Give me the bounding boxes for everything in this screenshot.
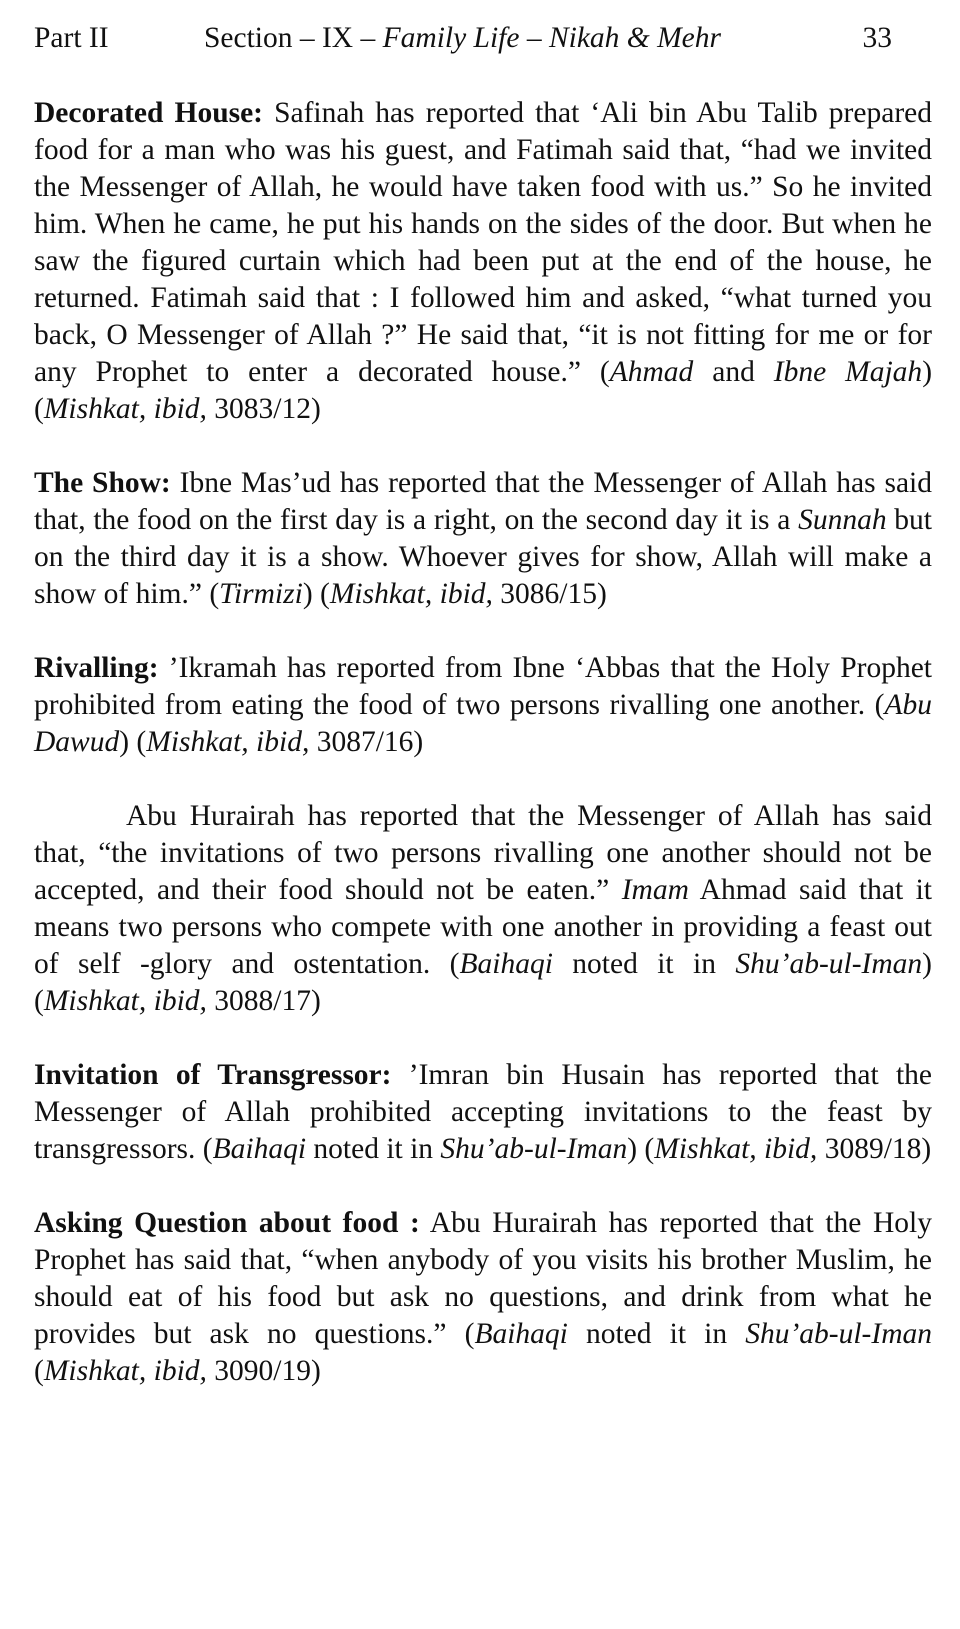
paragraph-heading: The Show: (34, 467, 171, 499)
paragraph-decorated-house: Decorated House: Safinah has reported that ‘Ali bin Abu Talib prepared food for a man who was his guest, and Fatimah said that, “had we invited the Messenger of Allah, he would have taken food with us.” So he invited him. When he came, he put his hands on the sides of the door. But when he saw the figured curtain which had been put at the end of the house, he returned. Fatimah said that : I followed him and asked, “what turned you back, O Messenger of Allah ?” He said that, “it is not fitting for me or for any Prophet to enter a decorated house.” (Ahmad and Ibne Majah) (Mishkat, ibid, 3083/12) (34, 97, 933, 425)
body-text (34, 95, 932, 1427)
paragraph-abu-hurairah: Abu Hurairah has reported that the Messenger of Allah has said that, “the invitations of two persons rivalling one another should not be accepted, and their food should not be eaten.” Imam Ahmad said that it means two persons who compete with one another in providing a feast out of self -glory and ostentation. (Baihaqi noted it in Shu’ab-ul-Iman) (Mishkat, ibid, 3088/17) (34, 800, 932, 1017)
page-number: 33 (862, 22, 892, 54)
paragraph-asking-question: Asking Question about food : Abu Hurairah has reported that the Holy Prophet has said that, “when anybody of you visits his brother Muslim, he should eat of his food but ask no questions, and drink from what he provides but ask no questions.” (Baihaqi noted it in Shu’ab-ul-Iman (Mishkat, ibid, 3090/19) (34, 1207, 932, 1387)
paragraph-heading: Invitation of Transgressor: (34, 1059, 392, 1091)
part-label: Part II (34, 22, 109, 54)
section-title: Section – IX – Family Life – Nikah & Mehr (204, 22, 722, 54)
paragraph-the-show: The Show: Ibne Mas’ud has reported that the Messenger of Allah has said that, the food on the first day is a right, on the second day it is a Sunnah but on the third day it is a show. Whoever gives for show, Allah will make a show of him.” (Tirmizi) (Mishkat, ibid, 3086/15) (34, 467, 932, 610)
paragraph-heading: Rivalling: (34, 652, 159, 684)
paragraph-invitation-of-transgressor: Invitation of Transgressor: ’Imran bin Husain has reported that the Messenger of Allah prohibited accepting invitations to the feast by transgressors. (Baihaqi noted it in Shu’ab-ul-Iman) (Mishkat, ibid, 3089/18) (34, 1059, 932, 1165)
running-header (34, 20, 892, 60)
paragraph-heading: Decorated House: (34, 97, 263, 129)
paragraph-heading: Asking Question about food : (34, 1207, 420, 1239)
paragraph-rivalling: Rivalling: ’Ikramah has reported from Ibne ‘Abbas that the Holy Prophet prohibited from eating the food of two persons rivalling one another. (Abu Dawud) (Mishkat, ibid, 3087/16) (34, 652, 932, 758)
